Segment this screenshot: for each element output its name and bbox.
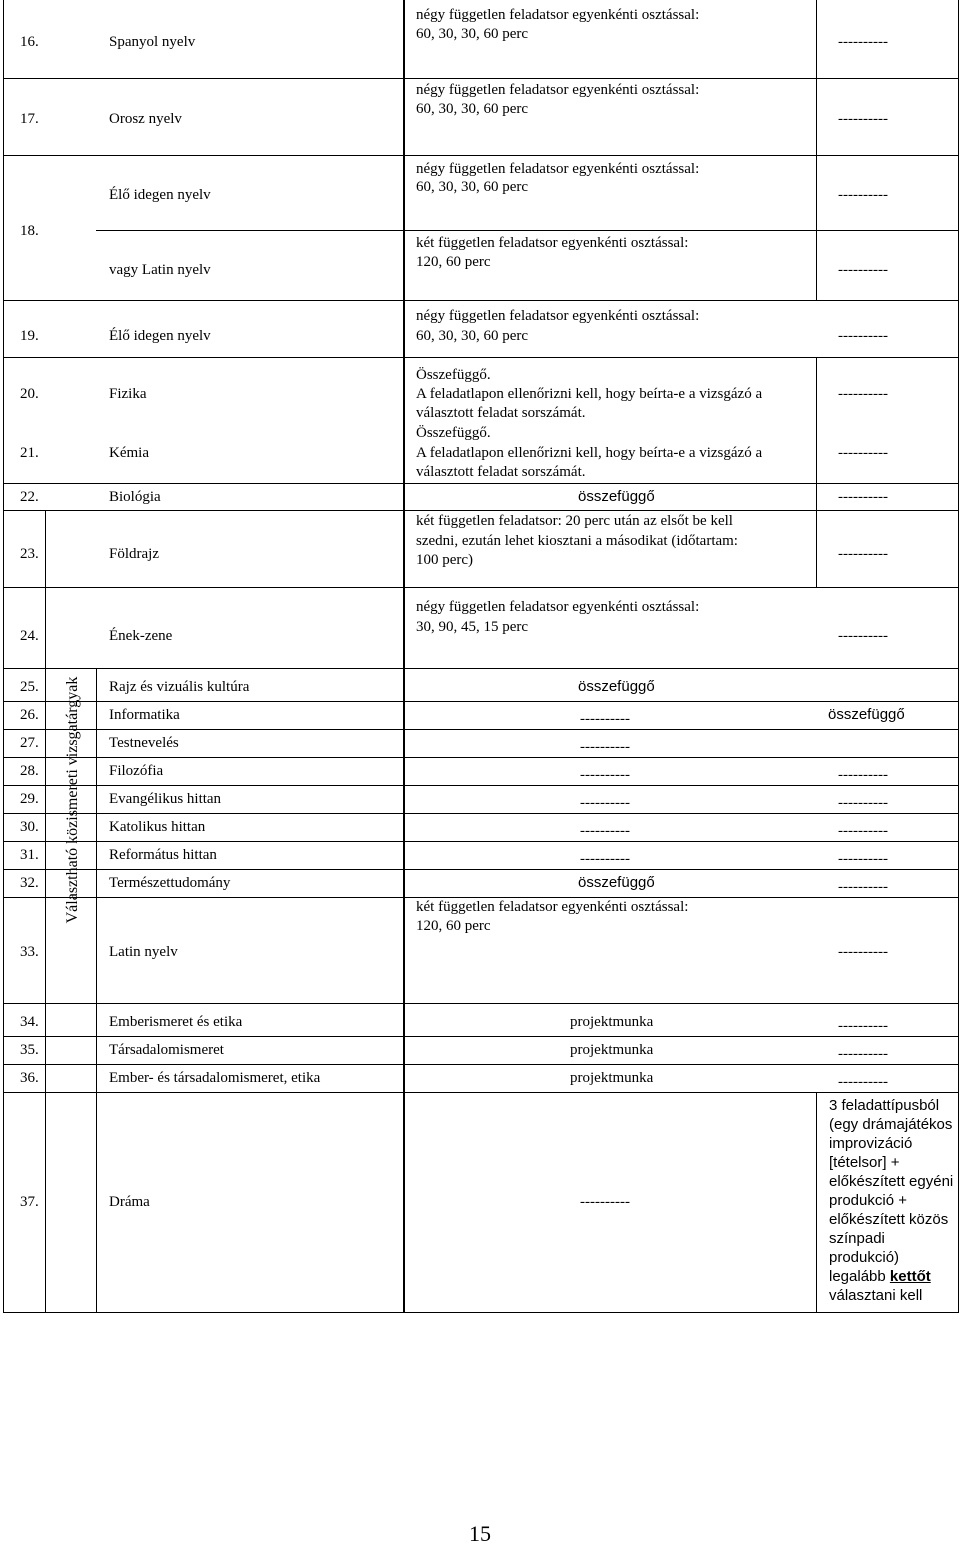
col-sep-subject: [403, 0, 405, 1313]
col4-value: ----------: [838, 262, 888, 278]
row-line: [3, 78, 959, 79]
description: 60, 30, 30, 60 perc: [416, 328, 529, 344]
row-line: [3, 869, 959, 870]
description: 60, 30, 30, 60 perc: [416, 179, 529, 195]
row-line: [3, 483, 959, 484]
description: négy független feladatsor egyenkénti osztással:: [416, 161, 700, 177]
row-number: 24.: [20, 628, 39, 644]
row-number: 27.: [20, 735, 39, 751]
subject-name: Dráma: [109, 1194, 150, 1210]
description: 60, 30, 30, 60 perc: [416, 26, 529, 42]
description: ----------: [580, 739, 630, 755]
col-sep-desc: [816, 0, 817, 300]
description: négy független feladatsor egyenkénti osztással:: [416, 82, 700, 98]
col4-value: ----------: [838, 111, 888, 127]
row-number: 30.: [20, 819, 39, 835]
row-number: 21.: [20, 445, 39, 461]
description: összefüggő: [578, 678, 655, 695]
col4-value: ----------: [838, 1074, 888, 1090]
table-border-left: [3, 0, 4, 1313]
subject-name: Élő idegen nyelv: [109, 328, 211, 344]
description: ----------: [580, 767, 630, 783]
col4-value: ----------: [838, 34, 888, 50]
row-line: [3, 813, 959, 814]
description: összefüggő: [578, 874, 655, 891]
col4-value: ----------: [838, 795, 888, 811]
col4-value: ----------: [838, 546, 888, 562]
col4-value: összefüggő: [828, 706, 905, 723]
description: Összefüggő.: [416, 425, 491, 441]
row-number: 34.: [20, 1014, 39, 1030]
col4-line: improvizáció: [829, 1135, 913, 1152]
col4-line: 3 feladattípusból: [829, 1097, 940, 1114]
description: A feladatlapon ellenőrizni kell, hogy beírta-e a vizsgázó a: [416, 445, 763, 461]
description: projektmunka: [570, 1014, 654, 1030]
row-line: [3, 1312, 959, 1313]
row-number: 17.: [20, 111, 39, 127]
description: ----------: [580, 795, 630, 811]
subject-name: Latin nyelv: [109, 944, 178, 960]
description: két független feladatsor: 20 perc után az elsőt be kell: [416, 513, 733, 529]
row-line: [3, 701, 959, 702]
description: összefüggő: [578, 488, 655, 505]
description: 120, 60 perc: [416, 918, 491, 934]
col4-value: ----------: [838, 628, 888, 644]
row-line: [3, 510, 959, 511]
description: választott feladat sorszámát.: [416, 405, 586, 421]
subject-name: Orosz nyelv: [109, 111, 182, 127]
description: ----------: [580, 711, 630, 727]
row-number: 20.: [20, 386, 39, 402]
subject-name: Földrajz: [109, 546, 159, 562]
subject-name: Kémia: [109, 445, 149, 461]
col4-line: produkció): [829, 1249, 900, 1266]
col4-value: ----------: [838, 386, 888, 402]
col4-value: ----------: [838, 767, 888, 783]
subject-name: Ének-zene: [109, 628, 173, 644]
row-number: 26.: [20, 707, 39, 723]
subject-name: Evangélikus hittan: [109, 791, 222, 807]
page-number: 15: [469, 1521, 491, 1546]
description: négy független feladatsor egyenkénti osztással:: [416, 599, 700, 615]
row-line: [96, 230, 959, 231]
col4-line: színpadi: [829, 1230, 885, 1247]
row-number: 32.: [20, 875, 39, 891]
col4-value: ----------: [838, 851, 888, 867]
description: négy független feladatsor egyenkénti osztással:: [416, 308, 700, 324]
col4-line: [829, 1268, 931, 1286]
description: 120, 60 perc: [416, 254, 491, 270]
row-line: [3, 1092, 959, 1093]
subject-name: Ember- és társadalomismeret, etika: [109, 1070, 321, 1086]
description: ----------: [580, 823, 630, 839]
row-number: 16.: [20, 34, 39, 50]
row-number: 19.: [20, 328, 39, 344]
col4-value: ----------: [838, 489, 888, 505]
row-line: [3, 300, 959, 301]
description: 60, 30, 30, 60 perc: [416, 101, 529, 117]
subject-name: Katolikus hittan: [109, 819, 206, 835]
subject-name: Természettudomány: [109, 875, 231, 891]
col-sep-desc3: [816, 1092, 817, 1313]
col4-bold-text: kettőt: [889, 1268, 931, 1285]
row-number: 31.: [20, 847, 39, 863]
description: A feladatlapon ellenőrizni kell, hogy beírta-e a vizsgázó a: [416, 386, 763, 402]
group-label: Választható közismereti vizsgatárgyak: [64, 676, 81, 924]
description: projektmunka: [570, 1042, 654, 1058]
description: választott feladat sorszámát.: [416, 464, 586, 480]
row-line: [3, 357, 959, 358]
row-line: [3, 841, 959, 842]
subject-name: Református hittan: [109, 847, 217, 863]
col4-line: előkészített egyéni: [829, 1173, 954, 1190]
row-line: [3, 1003, 959, 1004]
subject-name: Társadalomismeret: [109, 1042, 224, 1058]
row-line: [3, 785, 959, 786]
row-line: [3, 1064, 959, 1065]
description: Összefüggő.: [416, 367, 491, 383]
col4-value: ----------: [838, 823, 888, 839]
col-sep-num: [45, 510, 46, 1313]
row-number: 28.: [20, 763, 39, 779]
col4-value: ----------: [838, 1046, 888, 1062]
col4-line: (egy drámajátékos: [829, 1116, 953, 1133]
col4-line: [tételsor] +: [829, 1154, 900, 1171]
description: négy független feladatsor egyenkénti osztással:: [416, 7, 700, 23]
row-number: 18.: [20, 223, 39, 239]
row-number: 37.: [20, 1194, 39, 1210]
description: két független feladatsor egyenkénti osztással:: [416, 235, 689, 251]
row-line: [3, 155, 959, 156]
subject-name: Informatika: [109, 707, 180, 723]
subject-name: Rajz és vizuális kultúra: [109, 679, 250, 695]
subject-name: vagy Latin nyelv: [109, 262, 211, 278]
subject-name: Biológia: [109, 489, 161, 505]
subject-name: Emberismeret és etika: [109, 1014, 243, 1030]
row-number: 35.: [20, 1042, 39, 1058]
row-number: 29.: [20, 791, 39, 807]
description: szedni, ezután lehet kiosztani a másodikat (időtartam:: [416, 533, 738, 549]
col4-text: legalább: [829, 1268, 890, 1285]
row-number: 36.: [20, 1070, 39, 1086]
row-line: [3, 757, 959, 758]
col4-value: ----------: [838, 187, 888, 203]
col4-line: produkció +: [829, 1192, 907, 1209]
table-border-right: [958, 0, 959, 1313]
row-number: 22.: [20, 489, 39, 505]
description: 100 perc): [416, 552, 474, 568]
subject-name: Filozófia: [109, 763, 164, 779]
row-number: 33.: [20, 944, 39, 960]
description: 30, 90, 45, 15 perc: [416, 619, 529, 635]
subject-name: Fizika: [109, 386, 147, 402]
description: ----------: [580, 851, 630, 867]
row-line: [3, 587, 959, 588]
row-number: 23.: [20, 546, 39, 562]
col4-line: választani kell: [829, 1287, 923, 1304]
row-line: [3, 668, 959, 669]
row-line: [3, 1036, 959, 1037]
col4-value: ----------: [838, 328, 888, 344]
row-number: 25.: [20, 679, 39, 695]
col4-value: ----------: [838, 1018, 888, 1034]
subject-name: Élő idegen nyelv: [109, 187, 211, 203]
row-line: [3, 729, 959, 730]
col4-value: ----------: [838, 879, 888, 895]
subject-name: Testnevelés: [109, 735, 179, 751]
col-sep-group: [96, 668, 97, 1313]
description: ----------: [580, 1194, 630, 1210]
subject-name: Spanyol nyelv: [109, 34, 196, 50]
description: két független feladatsor egyenkénti osztással:: [416, 899, 689, 915]
col4-line: előkészített közös: [829, 1211, 949, 1228]
col4-value: ----------: [838, 445, 888, 461]
col-sep-desc2: [816, 357, 817, 587]
col4-value: ----------: [838, 944, 888, 960]
description: projektmunka: [570, 1070, 654, 1086]
